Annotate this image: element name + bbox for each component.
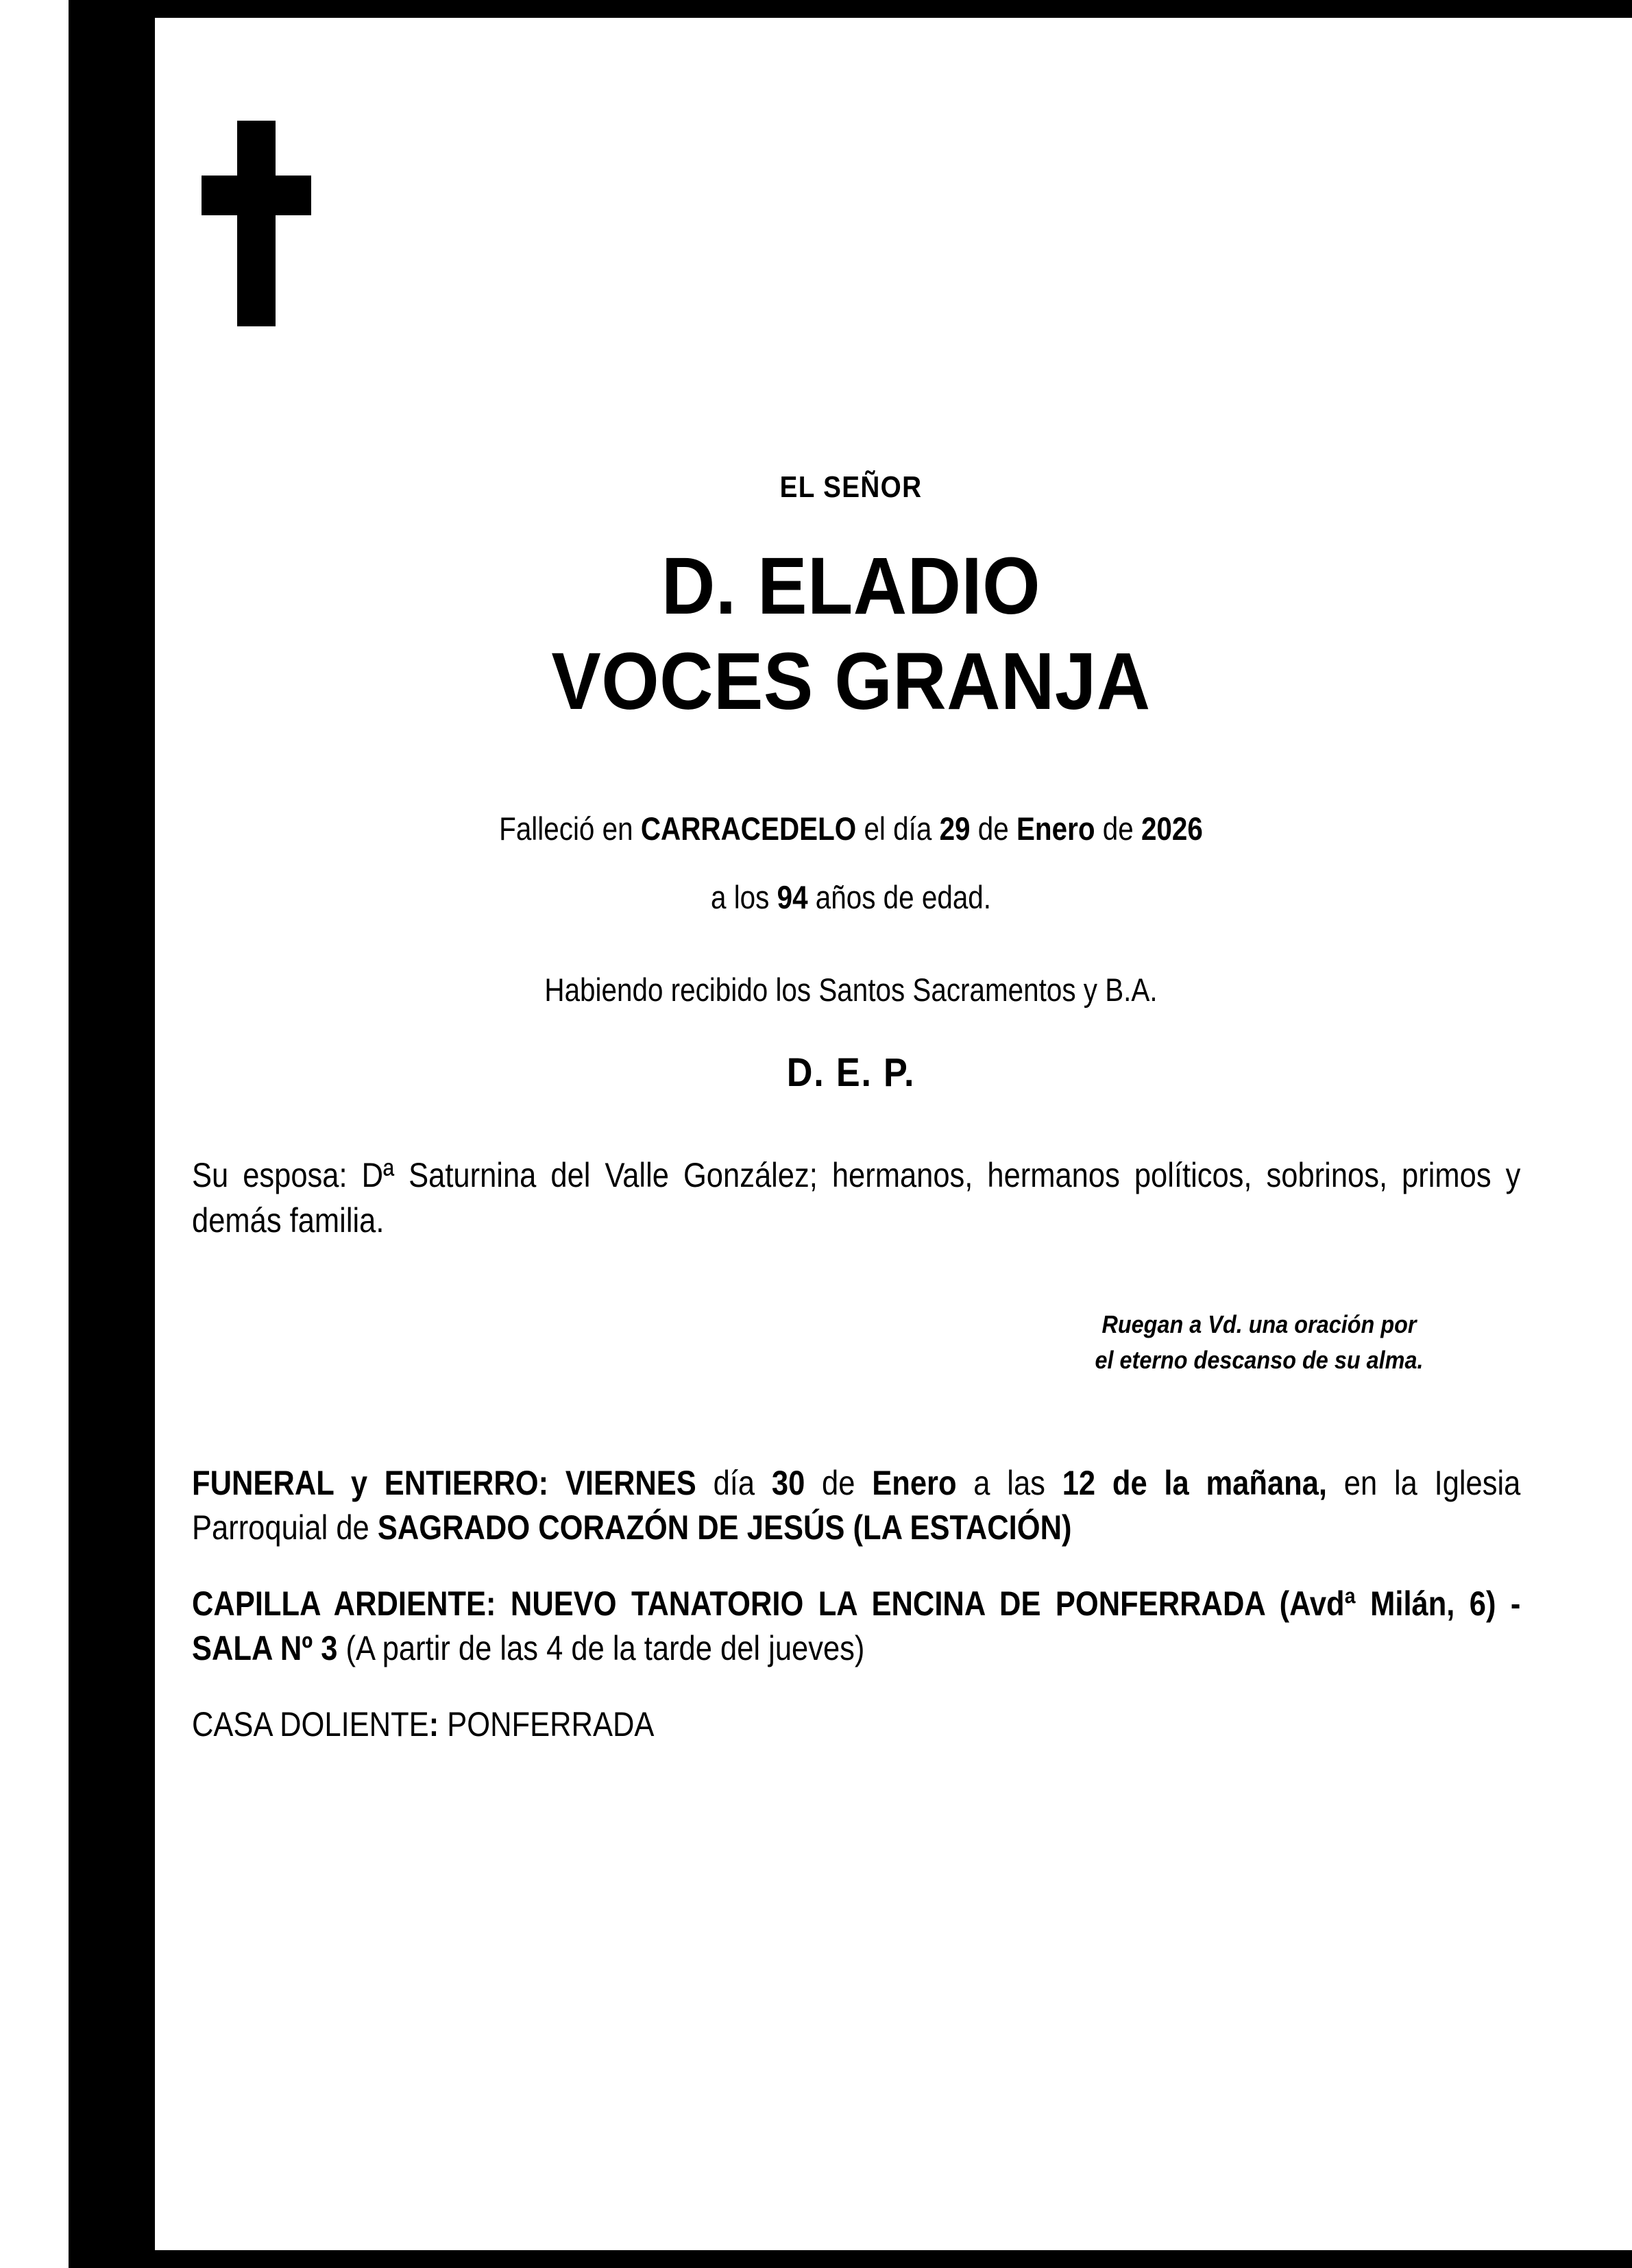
age-suffix: años de edad.	[807, 879, 992, 915]
funeral-day-word: día	[696, 1464, 772, 1502]
funeral-month: Enero	[872, 1464, 957, 1502]
dep-line: D. E. P.	[786, 1050, 916, 1095]
age-value: 94	[777, 879, 808, 915]
latin-cross-icon	[186, 121, 324, 326]
service-details	[192, 1461, 1520, 1747]
death-of-1: de	[970, 810, 1016, 847]
esquela-content	[86, 18, 1616, 2250]
funeral-time-prefix: a las	[956, 1464, 1062, 1502]
age-prefix: a los	[710, 879, 777, 915]
deceased-name-line-1: D. ELADIO	[661, 541, 1040, 631]
prayer-line-1: Ruegan a Vd. una oración por	[1101, 1310, 1417, 1338]
death-year: 2026	[1141, 810, 1203, 847]
funeral-label: FUNERAL y ENTIERRO: VIERNES	[192, 1464, 696, 1502]
mourning-house-label: CASA DOLIENTE	[192, 1705, 429, 1744]
chapel-venue: NUEVO TANATORIO LA ENCINA DE PONFERRADA (Avdª Milán, 6) - SALA Nº 3	[192, 1584, 1521, 1667]
honorific-label: EL SEÑOR	[779, 470, 923, 504]
funeral-of: de	[805, 1464, 873, 1502]
chapel-detail	[192, 1582, 1520, 1671]
mourning-house-colon: :	[428, 1705, 448, 1744]
prayer-request	[1012, 1307, 1506, 1378]
death-mid: el día	[856, 810, 940, 847]
sacraments-line: Habiendo recibido los Santos Sacramentos y B.A.	[544, 972, 1158, 1008]
death-day: 29	[939, 810, 971, 847]
funeral-church: SAGRADO CORAZÓN DE JESÚS (LA ESTACIÓN)	[377, 1508, 1072, 1547]
age-line	[193, 878, 1509, 916]
mourning-house-value: PONFERRADA	[447, 1705, 655, 1744]
funeral-time: 12 de la mañana,	[1062, 1464, 1327, 1502]
chapel-note: (A partir de las 4 de la tarde del jueves)	[337, 1629, 865, 1667]
death-date-line	[193, 810, 1509, 847]
prayer-line-2: el eterno descanso de su alma.	[1095, 1346, 1424, 1375]
chapel-label: CAPILLA ARDIENTE	[192, 1584, 487, 1623]
funeral-church-prefix: en la Iglesia Parroquial de	[192, 1464, 1521, 1547]
mourning-house-detail	[192, 1702, 1520, 1747]
deceased-name-line-2: VOCES GRANJA	[551, 636, 1151, 727]
death-of-2: de	[1095, 810, 1141, 847]
death-prefix: Falleció en	[499, 810, 641, 847]
death-month: Enero	[1016, 810, 1095, 847]
death-place: CARRACEDELO	[640, 810, 857, 847]
funeral-detail	[192, 1461, 1520, 1550]
funeral-day: 30	[771, 1464, 805, 1502]
chapel-colon: :	[486, 1584, 511, 1623]
deceased-name	[147, 539, 1555, 729]
family-paragraph: Su esposa: Dª Saturnina del Valle González; hermanos, hermanos políticos, sobrinos, primos y demás familia.	[192, 1156, 1521, 1240]
